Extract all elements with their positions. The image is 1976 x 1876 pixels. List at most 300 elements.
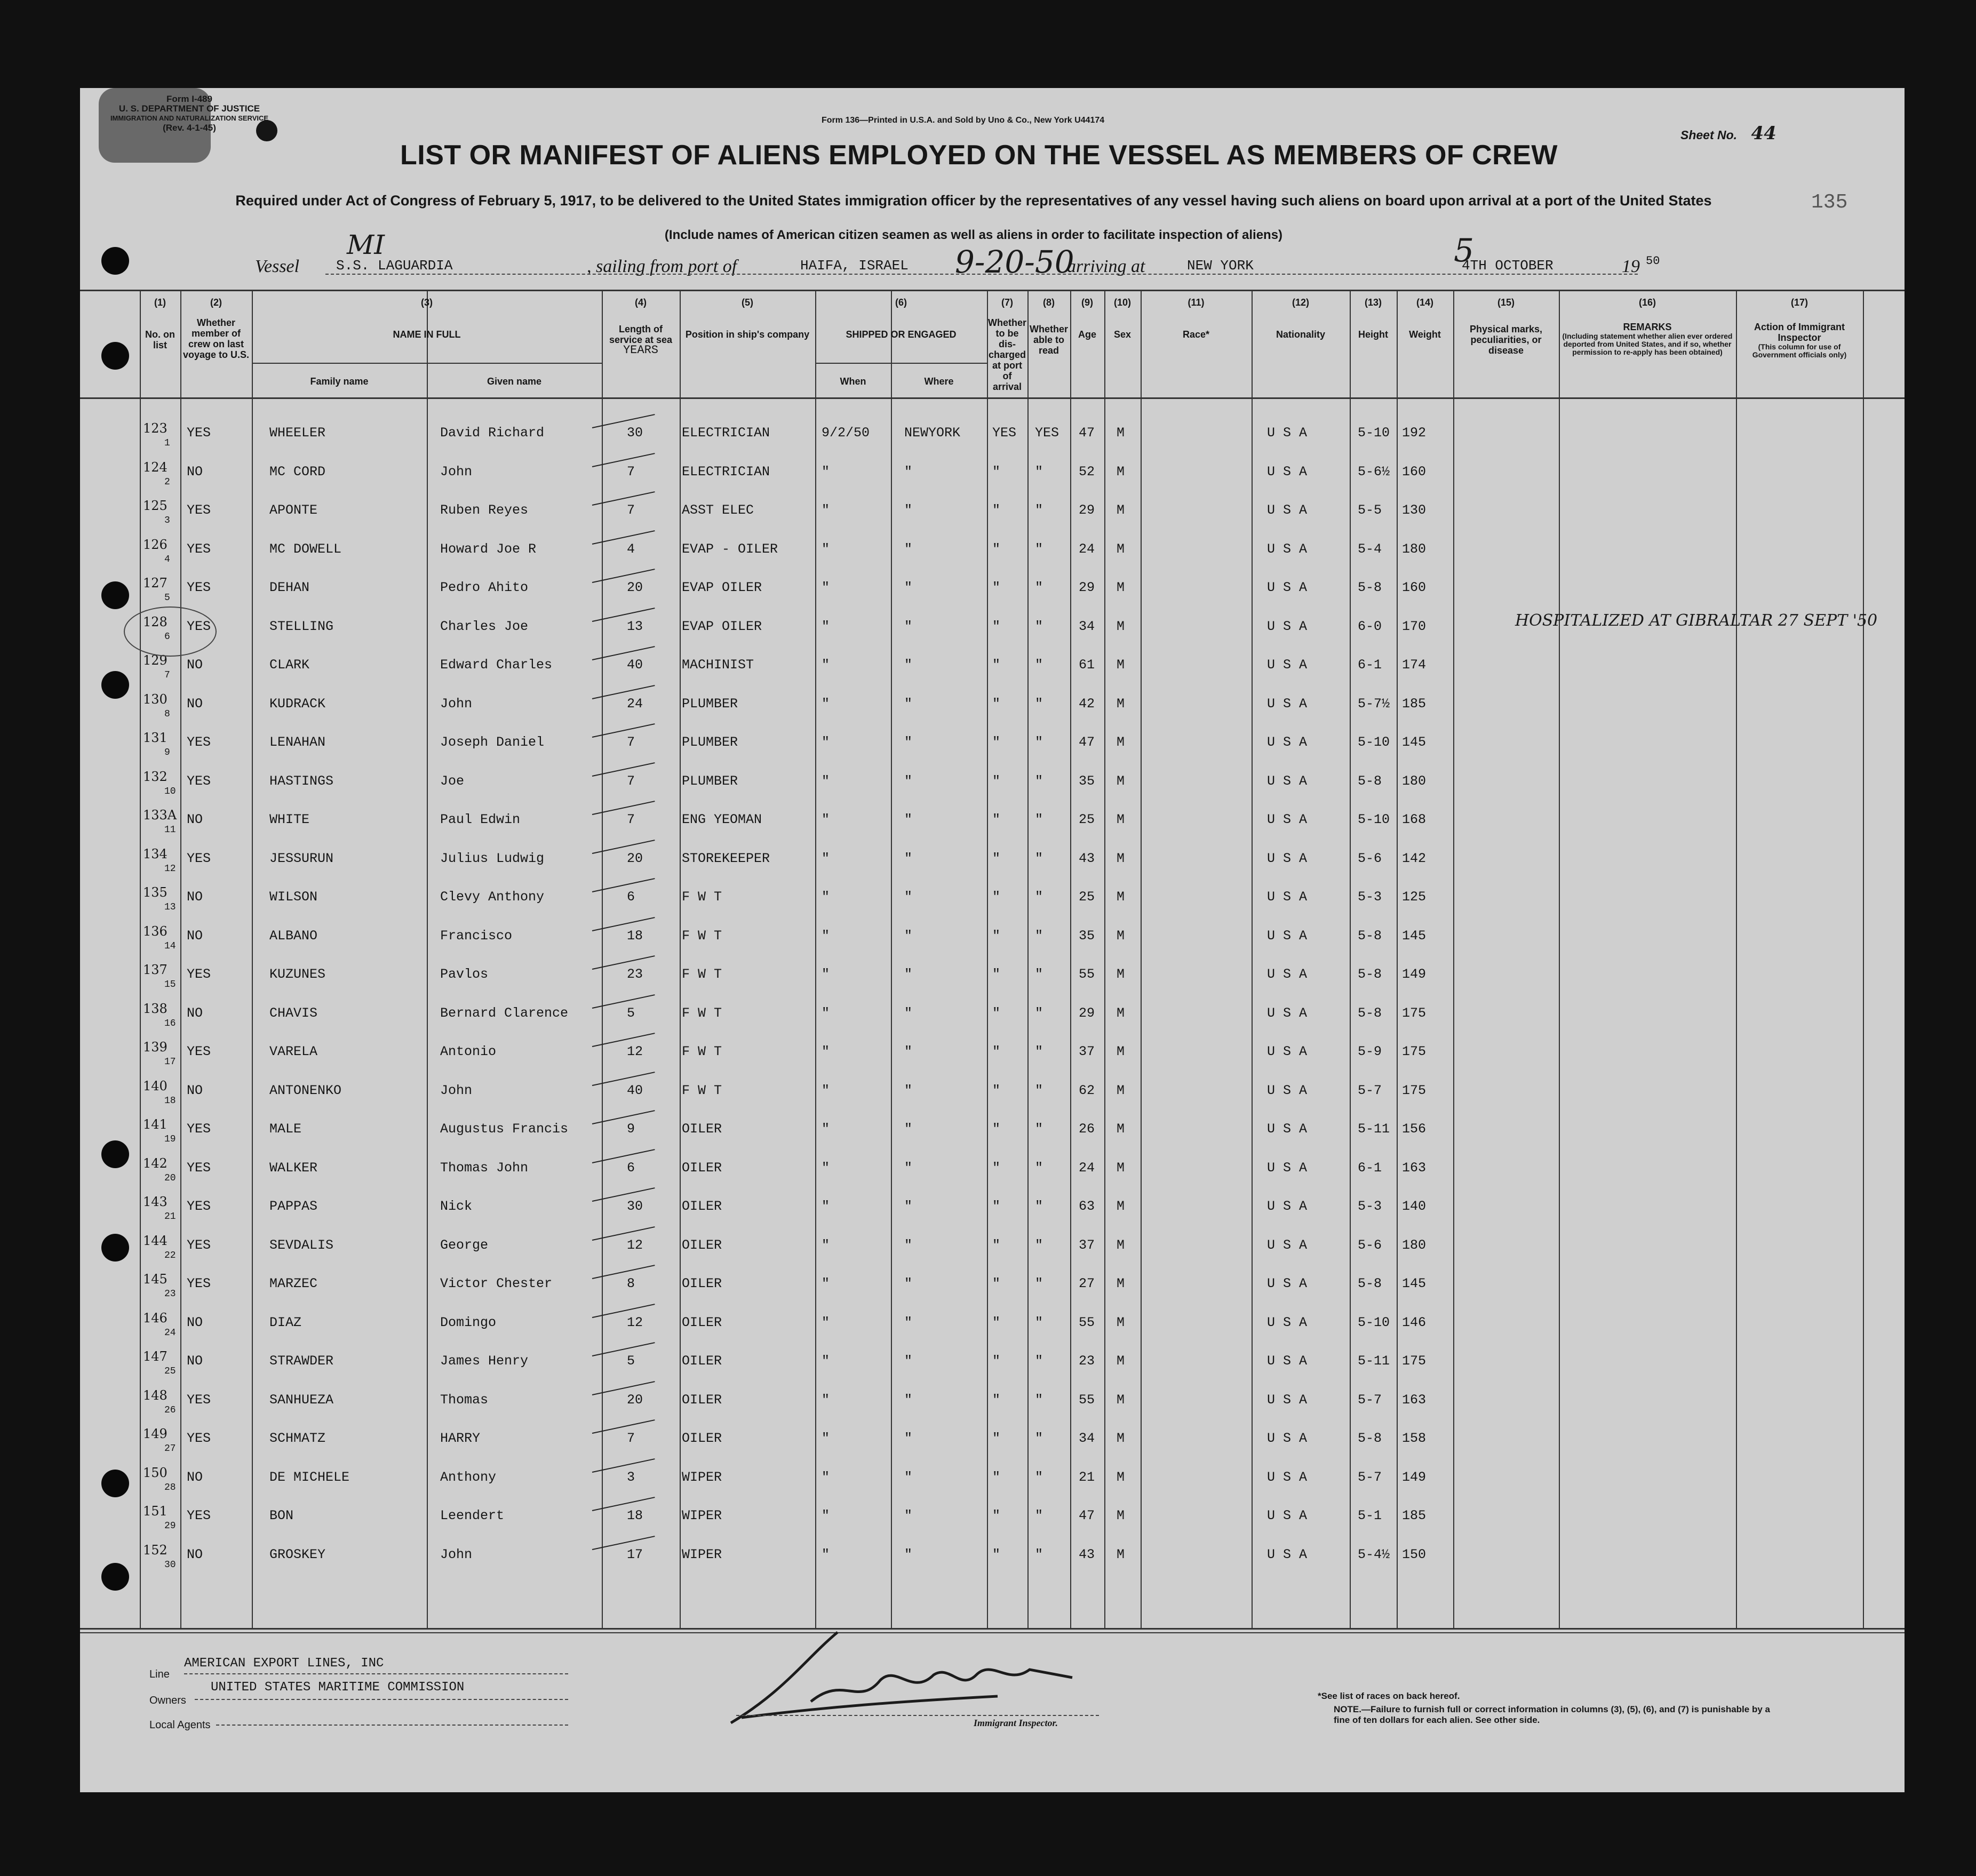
row-position: OILER bbox=[682, 1392, 722, 1408]
row-family: DIAZ bbox=[269, 1314, 302, 1330]
row-read: " bbox=[1035, 1431, 1043, 1446]
table-row bbox=[80, 530, 1905, 569]
when-head: When bbox=[840, 376, 866, 387]
row-given: Clevy Anthony bbox=[440, 889, 545, 905]
row-years: 12 bbox=[627, 1044, 643, 1059]
row-weight: 180 bbox=[1402, 773, 1427, 789]
row-seq-number: 1 bbox=[164, 438, 170, 449]
col-2-label: Whether member of crew on last voyage to U.S. bbox=[182, 317, 250, 360]
row-sex: M bbox=[1117, 812, 1125, 827]
row-height: 5-10 bbox=[1358, 735, 1390, 750]
row-age: 47 bbox=[1079, 1508, 1095, 1523]
row-nationality: U S A bbox=[1267, 618, 1308, 634]
row-where: " bbox=[904, 1237, 913, 1253]
row-tick-mark bbox=[592, 723, 655, 738]
row-given: Antonio bbox=[440, 1044, 497, 1059]
agents-rule bbox=[216, 1725, 568, 1726]
row-list-number: 142 bbox=[143, 1155, 168, 1171]
row-member: NO bbox=[187, 1469, 203, 1485]
row-nationality: U S A bbox=[1267, 1160, 1308, 1176]
row-given: Pavlos bbox=[440, 967, 489, 982]
row-height: 5-4 bbox=[1358, 541, 1382, 557]
table-row bbox=[80, 568, 1905, 607]
row-position: PLUMBER bbox=[682, 696, 738, 712]
row-years: 12 bbox=[627, 1237, 643, 1253]
row-sex: M bbox=[1117, 1353, 1125, 1369]
row-read: " bbox=[1035, 735, 1043, 750]
row-height: 5-6½ bbox=[1358, 464, 1390, 480]
row-age: 43 bbox=[1079, 850, 1095, 866]
row-nationality: U S A bbox=[1267, 464, 1308, 480]
row-member: YES bbox=[187, 425, 211, 441]
row-read: " bbox=[1035, 1082, 1043, 1098]
line-value: AMERICAN EXPORT LINES, INC bbox=[184, 1656, 384, 1671]
row-discharged: " bbox=[992, 502, 1001, 518]
row-when: " bbox=[822, 1121, 830, 1137]
row-seq-number: 5 bbox=[164, 593, 170, 603]
row-member: YES bbox=[187, 502, 211, 518]
row-when: " bbox=[822, 1508, 830, 1523]
row-weight: 142 bbox=[1402, 850, 1427, 866]
table-row bbox=[80, 1303, 1905, 1342]
row-sex: M bbox=[1117, 1160, 1125, 1176]
row-weight: 180 bbox=[1402, 541, 1427, 557]
row-nationality: U S A bbox=[1267, 1121, 1308, 1137]
row-age: 29 bbox=[1079, 1005, 1095, 1021]
row-nationality: U S A bbox=[1267, 541, 1308, 557]
row-given: Victor Chester bbox=[440, 1276, 553, 1291]
row-where: " bbox=[904, 580, 913, 595]
row-age: 62 bbox=[1079, 1082, 1095, 1098]
row-years: 40 bbox=[627, 657, 643, 673]
row-years: 18 bbox=[627, 928, 643, 944]
vessel-name: S.S. LAGUARDIA bbox=[336, 258, 453, 274]
row-list-number: 129 bbox=[143, 653, 168, 668]
row-years: 7 bbox=[627, 502, 635, 518]
row-nationality: U S A bbox=[1267, 696, 1308, 712]
circle-mark bbox=[124, 606, 217, 657]
where-head: Where bbox=[924, 376, 954, 387]
row-nationality: U S A bbox=[1267, 1508, 1308, 1523]
row-sex: M bbox=[1117, 889, 1125, 905]
row-family: GROSKEY bbox=[269, 1546, 326, 1562]
row-when: " bbox=[822, 1469, 830, 1485]
row-where: " bbox=[904, 1353, 913, 1369]
row-seq-number: 15 bbox=[164, 979, 176, 990]
row-height: 5-6 bbox=[1358, 850, 1382, 866]
row-family: WHEELER bbox=[269, 425, 326, 441]
row-given: George bbox=[440, 1237, 489, 1253]
row-list-number: 146 bbox=[143, 1310, 168, 1326]
row-seq-number: 17 bbox=[164, 1057, 176, 1067]
row-weight: 175 bbox=[1402, 1005, 1427, 1021]
row-list-number: 134 bbox=[143, 846, 168, 861]
row-list-number: 126 bbox=[143, 537, 168, 552]
row-member: NO bbox=[187, 1546, 203, 1562]
row-read: " bbox=[1035, 967, 1043, 982]
row-tick-mark bbox=[592, 1110, 655, 1124]
col-14-label: Weight bbox=[1409, 329, 1441, 340]
row-family: MARZEC bbox=[269, 1276, 318, 1291]
col-7-num: (7) bbox=[1001, 297, 1013, 308]
row-age: 37 bbox=[1079, 1044, 1095, 1059]
owners-rule bbox=[195, 1699, 568, 1700]
row-given: Howard Joe R bbox=[440, 541, 537, 557]
row-tick-mark bbox=[592, 955, 655, 970]
subtitle-include: (Include names of American citizen seamen as well as aliens in order to facilitate inspection of aliens) bbox=[664, 228, 1283, 242]
col-5-label: Position in ship's company bbox=[685, 329, 810, 340]
row-family: KUDRACK bbox=[269, 696, 326, 712]
row-list-number: 133A bbox=[143, 808, 177, 823]
row-age: 47 bbox=[1079, 735, 1095, 750]
row-read: " bbox=[1035, 889, 1043, 905]
row-tick-mark bbox=[592, 1536, 655, 1550]
row-seq-number: 14 bbox=[164, 940, 176, 952]
row-nationality: U S A bbox=[1267, 1353, 1308, 1369]
row-sex: M bbox=[1117, 735, 1125, 750]
row-height: 5-7 bbox=[1358, 1392, 1382, 1408]
row-height: 5-8 bbox=[1358, 1005, 1382, 1021]
col-11-head bbox=[1141, 297, 1252, 340]
row-member: YES bbox=[187, 735, 211, 750]
table-row bbox=[80, 413, 1905, 452]
row-position: WIPER bbox=[682, 1469, 722, 1485]
arrival-port: NEW YORK bbox=[1187, 258, 1254, 274]
col-12-label: Nationality bbox=[1276, 329, 1325, 340]
row-height: 5-7 bbox=[1358, 1082, 1382, 1098]
row-list-number: 135 bbox=[143, 885, 168, 900]
form-service: IMMIGRATION AND NATURALIZATION SERVICE bbox=[110, 114, 269, 122]
row-family: BON bbox=[269, 1508, 294, 1523]
row-read: " bbox=[1035, 1314, 1043, 1330]
row-seq-number: 9 bbox=[164, 747, 170, 758]
row-sex: M bbox=[1117, 1431, 1125, 1446]
row-height: 5-5 bbox=[1358, 502, 1382, 518]
row-read: " bbox=[1035, 696, 1043, 712]
row-height: 5-4½ bbox=[1358, 1546, 1390, 1562]
row-member: YES bbox=[187, 1121, 211, 1137]
row-nationality: U S A bbox=[1267, 1469, 1308, 1485]
row-sex: M bbox=[1117, 580, 1125, 595]
col-8-label: Whether able to read bbox=[1030, 324, 1068, 356]
row-height: 5-11 bbox=[1358, 1353, 1390, 1369]
row-position: EVAP OILER bbox=[682, 618, 762, 634]
row-when: " bbox=[822, 1314, 830, 1330]
row-seq-number: 27 bbox=[164, 1443, 176, 1454]
row-read: " bbox=[1035, 502, 1043, 518]
row-member: YES bbox=[187, 967, 211, 982]
row-tick-mark bbox=[592, 685, 655, 699]
row-weight: 175 bbox=[1402, 1353, 1427, 1369]
row-family: SEVDALIS bbox=[269, 1237, 334, 1253]
row-member: NO bbox=[187, 1005, 203, 1021]
row-family: APONTE bbox=[269, 502, 318, 518]
row-years: 7 bbox=[627, 812, 635, 827]
row-sex: M bbox=[1117, 1044, 1125, 1059]
row-seq-number: 8 bbox=[164, 708, 170, 720]
row-age: 24 bbox=[1079, 1160, 1095, 1176]
row-family: DE MICHELE bbox=[269, 1469, 350, 1485]
row-position: WIPER bbox=[682, 1508, 722, 1523]
row-nationality: U S A bbox=[1267, 812, 1308, 827]
col-12-head bbox=[1252, 297, 1350, 340]
row-where: " bbox=[904, 812, 913, 827]
sheet-number: 44 bbox=[1751, 123, 1776, 144]
row-age: 21 bbox=[1079, 1469, 1095, 1485]
row-height: 5-6 bbox=[1358, 1237, 1382, 1253]
row-seq-number: 7 bbox=[164, 670, 170, 681]
col-4-label: Length of service at sea bbox=[609, 324, 673, 345]
row-age: 52 bbox=[1079, 464, 1095, 480]
family-name-head: Family name bbox=[310, 376, 369, 387]
row-position: F W T bbox=[682, 1005, 722, 1021]
row-tick-mark bbox=[592, 1342, 655, 1356]
table-row bbox=[80, 684, 1905, 723]
row-read: " bbox=[1035, 580, 1043, 595]
table-row bbox=[80, 1419, 1905, 1458]
row-seq-number: 23 bbox=[164, 1289, 176, 1299]
row-when: " bbox=[822, 812, 830, 827]
row-discharged: " bbox=[992, 580, 1001, 595]
col-6-label: SHIPPED OR ENGAGED bbox=[846, 329, 957, 340]
row-weight: 185 bbox=[1402, 1508, 1427, 1523]
row-when: " bbox=[822, 1082, 830, 1098]
row-tick-mark bbox=[592, 608, 655, 622]
row-when: " bbox=[822, 1160, 830, 1176]
row-position: OILER bbox=[682, 1237, 722, 1253]
row-nationality: U S A bbox=[1267, 889, 1308, 905]
row-weight: 160 bbox=[1402, 580, 1427, 595]
row-sex: M bbox=[1117, 1392, 1125, 1408]
row-discharged: " bbox=[992, 773, 1001, 789]
row-list-number: 128 bbox=[143, 614, 168, 629]
col-3-label: NAME IN FULL bbox=[393, 329, 461, 340]
row-when: " bbox=[822, 773, 830, 789]
row-nationality: U S A bbox=[1267, 580, 1308, 595]
row-nationality: U S A bbox=[1267, 502, 1308, 518]
row-when: 9/2/50 bbox=[822, 425, 870, 441]
row-years: 6 bbox=[627, 1160, 635, 1176]
row-when: " bbox=[822, 657, 830, 673]
table-row bbox=[80, 1148, 1905, 1187]
row-list-number: 147 bbox=[143, 1349, 168, 1364]
line-label: Line bbox=[149, 1669, 170, 1680]
row-when: " bbox=[822, 1392, 830, 1408]
col-5-head bbox=[680, 297, 815, 340]
col-17-head bbox=[1736, 297, 1863, 359]
row-given: Domingo bbox=[440, 1314, 497, 1330]
col-9-label: Age bbox=[1078, 329, 1096, 340]
col-9-head bbox=[1070, 297, 1104, 340]
row-tick-mark bbox=[592, 1187, 655, 1202]
col-13-label: Height bbox=[1358, 329, 1388, 340]
col-16-label: REMARKS bbox=[1623, 322, 1672, 332]
row-sex: M bbox=[1117, 1121, 1125, 1137]
vessel-line-rule bbox=[325, 274, 1638, 275]
row-member: NO bbox=[187, 1314, 203, 1330]
row-position: ENG YEOMAN bbox=[682, 812, 762, 827]
row-where: " bbox=[904, 1392, 913, 1408]
col-17-label: Action of Immigrant Inspector bbox=[1754, 322, 1845, 343]
row-tick-mark bbox=[592, 1033, 655, 1047]
col-11-num: (11) bbox=[1188, 297, 1205, 308]
table-row bbox=[80, 1032, 1905, 1071]
row-height: 5-10 bbox=[1358, 425, 1390, 441]
table-row bbox=[80, 1226, 1905, 1265]
row-seq-number: 28 bbox=[164, 1482, 176, 1493]
row-height: 5-9 bbox=[1358, 1044, 1382, 1059]
row-read: " bbox=[1035, 1199, 1043, 1214]
row-family: SCHMATZ bbox=[269, 1431, 326, 1446]
row-read: YES bbox=[1035, 425, 1059, 441]
row-height: 6-0 bbox=[1358, 618, 1382, 634]
row-age: 29 bbox=[1079, 580, 1095, 595]
arrival-day-correction: 5 bbox=[1454, 232, 1475, 269]
row-list-number: 143 bbox=[143, 1194, 168, 1209]
row-member: NO bbox=[187, 1082, 203, 1098]
row-list-number: 124 bbox=[143, 459, 168, 475]
row-age: 61 bbox=[1079, 657, 1095, 673]
row-position: F W T bbox=[682, 1044, 722, 1059]
row-member: YES bbox=[187, 1276, 211, 1291]
row-when: " bbox=[822, 850, 830, 866]
row-when: " bbox=[822, 1353, 830, 1369]
row-where: " bbox=[904, 967, 913, 982]
row-seq-number: 25 bbox=[164, 1366, 176, 1377]
row-seq-number: 6 bbox=[164, 631, 170, 642]
row-seq-number: 11 bbox=[164, 825, 176, 835]
row-family: CLARK bbox=[269, 657, 310, 673]
row-nationality: U S A bbox=[1267, 657, 1308, 673]
row-tick-mark bbox=[592, 994, 655, 1009]
row-given: Bernard Clarence bbox=[440, 1005, 569, 1021]
row-family: JESSURUN bbox=[269, 850, 334, 866]
row-age: 63 bbox=[1079, 1199, 1095, 1214]
col-13-head bbox=[1350, 297, 1397, 340]
row-read: " bbox=[1035, 618, 1043, 634]
row-weight: 170 bbox=[1402, 618, 1427, 634]
row-height: 5-10 bbox=[1358, 812, 1390, 827]
row-seq-number: 2 bbox=[164, 476, 170, 488]
row-years: 7 bbox=[627, 464, 635, 480]
table-row bbox=[80, 839, 1905, 878]
row-age: 55 bbox=[1079, 1314, 1095, 1330]
row-seq-number: 10 bbox=[164, 786, 176, 797]
table-row bbox=[80, 916, 1905, 955]
row-age: 24 bbox=[1079, 541, 1095, 557]
row-weight: 192 bbox=[1402, 425, 1427, 441]
row-position: PLUMBER bbox=[682, 735, 738, 750]
row-nationality: U S A bbox=[1267, 1546, 1308, 1562]
row-remarks: HOSPITALIZED AT GIBRALTAR 27 SEPT '50 bbox=[1515, 611, 1878, 630]
table-row bbox=[80, 762, 1905, 801]
row-when: " bbox=[822, 967, 830, 982]
row-where: " bbox=[904, 1546, 913, 1562]
row-nationality: U S A bbox=[1267, 967, 1308, 982]
row-age: 29 bbox=[1079, 502, 1095, 518]
row-sex: M bbox=[1117, 1237, 1125, 1253]
row-read: " bbox=[1035, 1160, 1043, 1176]
row-discharged: " bbox=[992, 1082, 1001, 1098]
row-where: " bbox=[904, 773, 913, 789]
row-given: John bbox=[440, 1546, 473, 1562]
row-age: 47 bbox=[1079, 425, 1095, 441]
row-discharged: " bbox=[992, 1469, 1001, 1485]
row-family: STELLING bbox=[269, 618, 334, 634]
row-when: " bbox=[822, 1044, 830, 1059]
row-weight: 180 bbox=[1402, 1237, 1427, 1253]
row-list-number: 138 bbox=[143, 1001, 168, 1016]
row-sex: M bbox=[1117, 425, 1125, 441]
row-age: 42 bbox=[1079, 696, 1095, 712]
row-age: 23 bbox=[1079, 1353, 1095, 1369]
row-seq-number: 4 bbox=[164, 554, 170, 565]
row-read: " bbox=[1035, 1546, 1043, 1562]
row-weight: 125 bbox=[1402, 889, 1427, 905]
row-position: F W T bbox=[682, 1082, 722, 1098]
row-where: " bbox=[904, 889, 913, 905]
row-given: John bbox=[440, 464, 473, 480]
row-when: " bbox=[822, 580, 830, 595]
row-age: 43 bbox=[1079, 1546, 1095, 1562]
row-family: VARELA bbox=[269, 1044, 318, 1059]
row-given: Nick bbox=[440, 1199, 473, 1214]
row-family: KUZUNES bbox=[269, 967, 326, 982]
row-given: Augustus Francis bbox=[440, 1121, 569, 1137]
row-given: Ruben Reyes bbox=[440, 502, 529, 518]
col-6-num: (6) bbox=[895, 297, 907, 308]
row-sex: M bbox=[1117, 773, 1125, 789]
row-list-number: 132 bbox=[143, 769, 168, 784]
row-tick-mark bbox=[592, 453, 655, 467]
sheet-label-text: Sheet No. bbox=[1680, 128, 1738, 142]
row-nationality: U S A bbox=[1267, 425, 1308, 441]
row-position: STOREKEEPER bbox=[682, 850, 770, 866]
table-row bbox=[80, 1380, 1905, 1419]
row-discharged: " bbox=[992, 541, 1001, 557]
row-nationality: U S A bbox=[1267, 1237, 1308, 1253]
row-read: " bbox=[1035, 464, 1043, 480]
row-seq-number: 21 bbox=[164, 1211, 176, 1222]
row-family: WILSON bbox=[269, 889, 318, 905]
row-seq-number: 22 bbox=[164, 1250, 176, 1261]
col-15-num: (15) bbox=[1497, 297, 1515, 308]
row-list-number: 145 bbox=[143, 1272, 168, 1287]
col-3-num: (3) bbox=[421, 297, 433, 308]
row-list-number: 136 bbox=[143, 923, 168, 939]
row-sex: M bbox=[1117, 1508, 1125, 1523]
row-where: " bbox=[904, 735, 913, 750]
table-row bbox=[80, 1264, 1905, 1303]
row-family: STRAWDER bbox=[269, 1353, 334, 1369]
row-height: 5-7 bbox=[1358, 1469, 1382, 1485]
row-years: 23 bbox=[627, 967, 643, 982]
row-position: F W T bbox=[682, 967, 722, 982]
row-seq-number: 26 bbox=[164, 1404, 176, 1416]
col-16-head bbox=[1559, 297, 1736, 356]
row-where: NEWYORK bbox=[904, 425, 961, 441]
row-discharged: " bbox=[992, 1160, 1001, 1176]
row-years: 40 bbox=[627, 1082, 643, 1098]
row-nationality: U S A bbox=[1267, 1005, 1308, 1021]
row-tick-mark bbox=[592, 646, 655, 660]
owners-value: UNITED STATES MARITIME COMMISSION bbox=[211, 1680, 465, 1695]
row-years: 20 bbox=[627, 850, 643, 866]
row-discharged: " bbox=[992, 1392, 1001, 1408]
row-discharged: " bbox=[992, 1237, 1001, 1253]
row-list-number: 149 bbox=[143, 1426, 168, 1441]
row-list-number: 130 bbox=[143, 691, 168, 707]
